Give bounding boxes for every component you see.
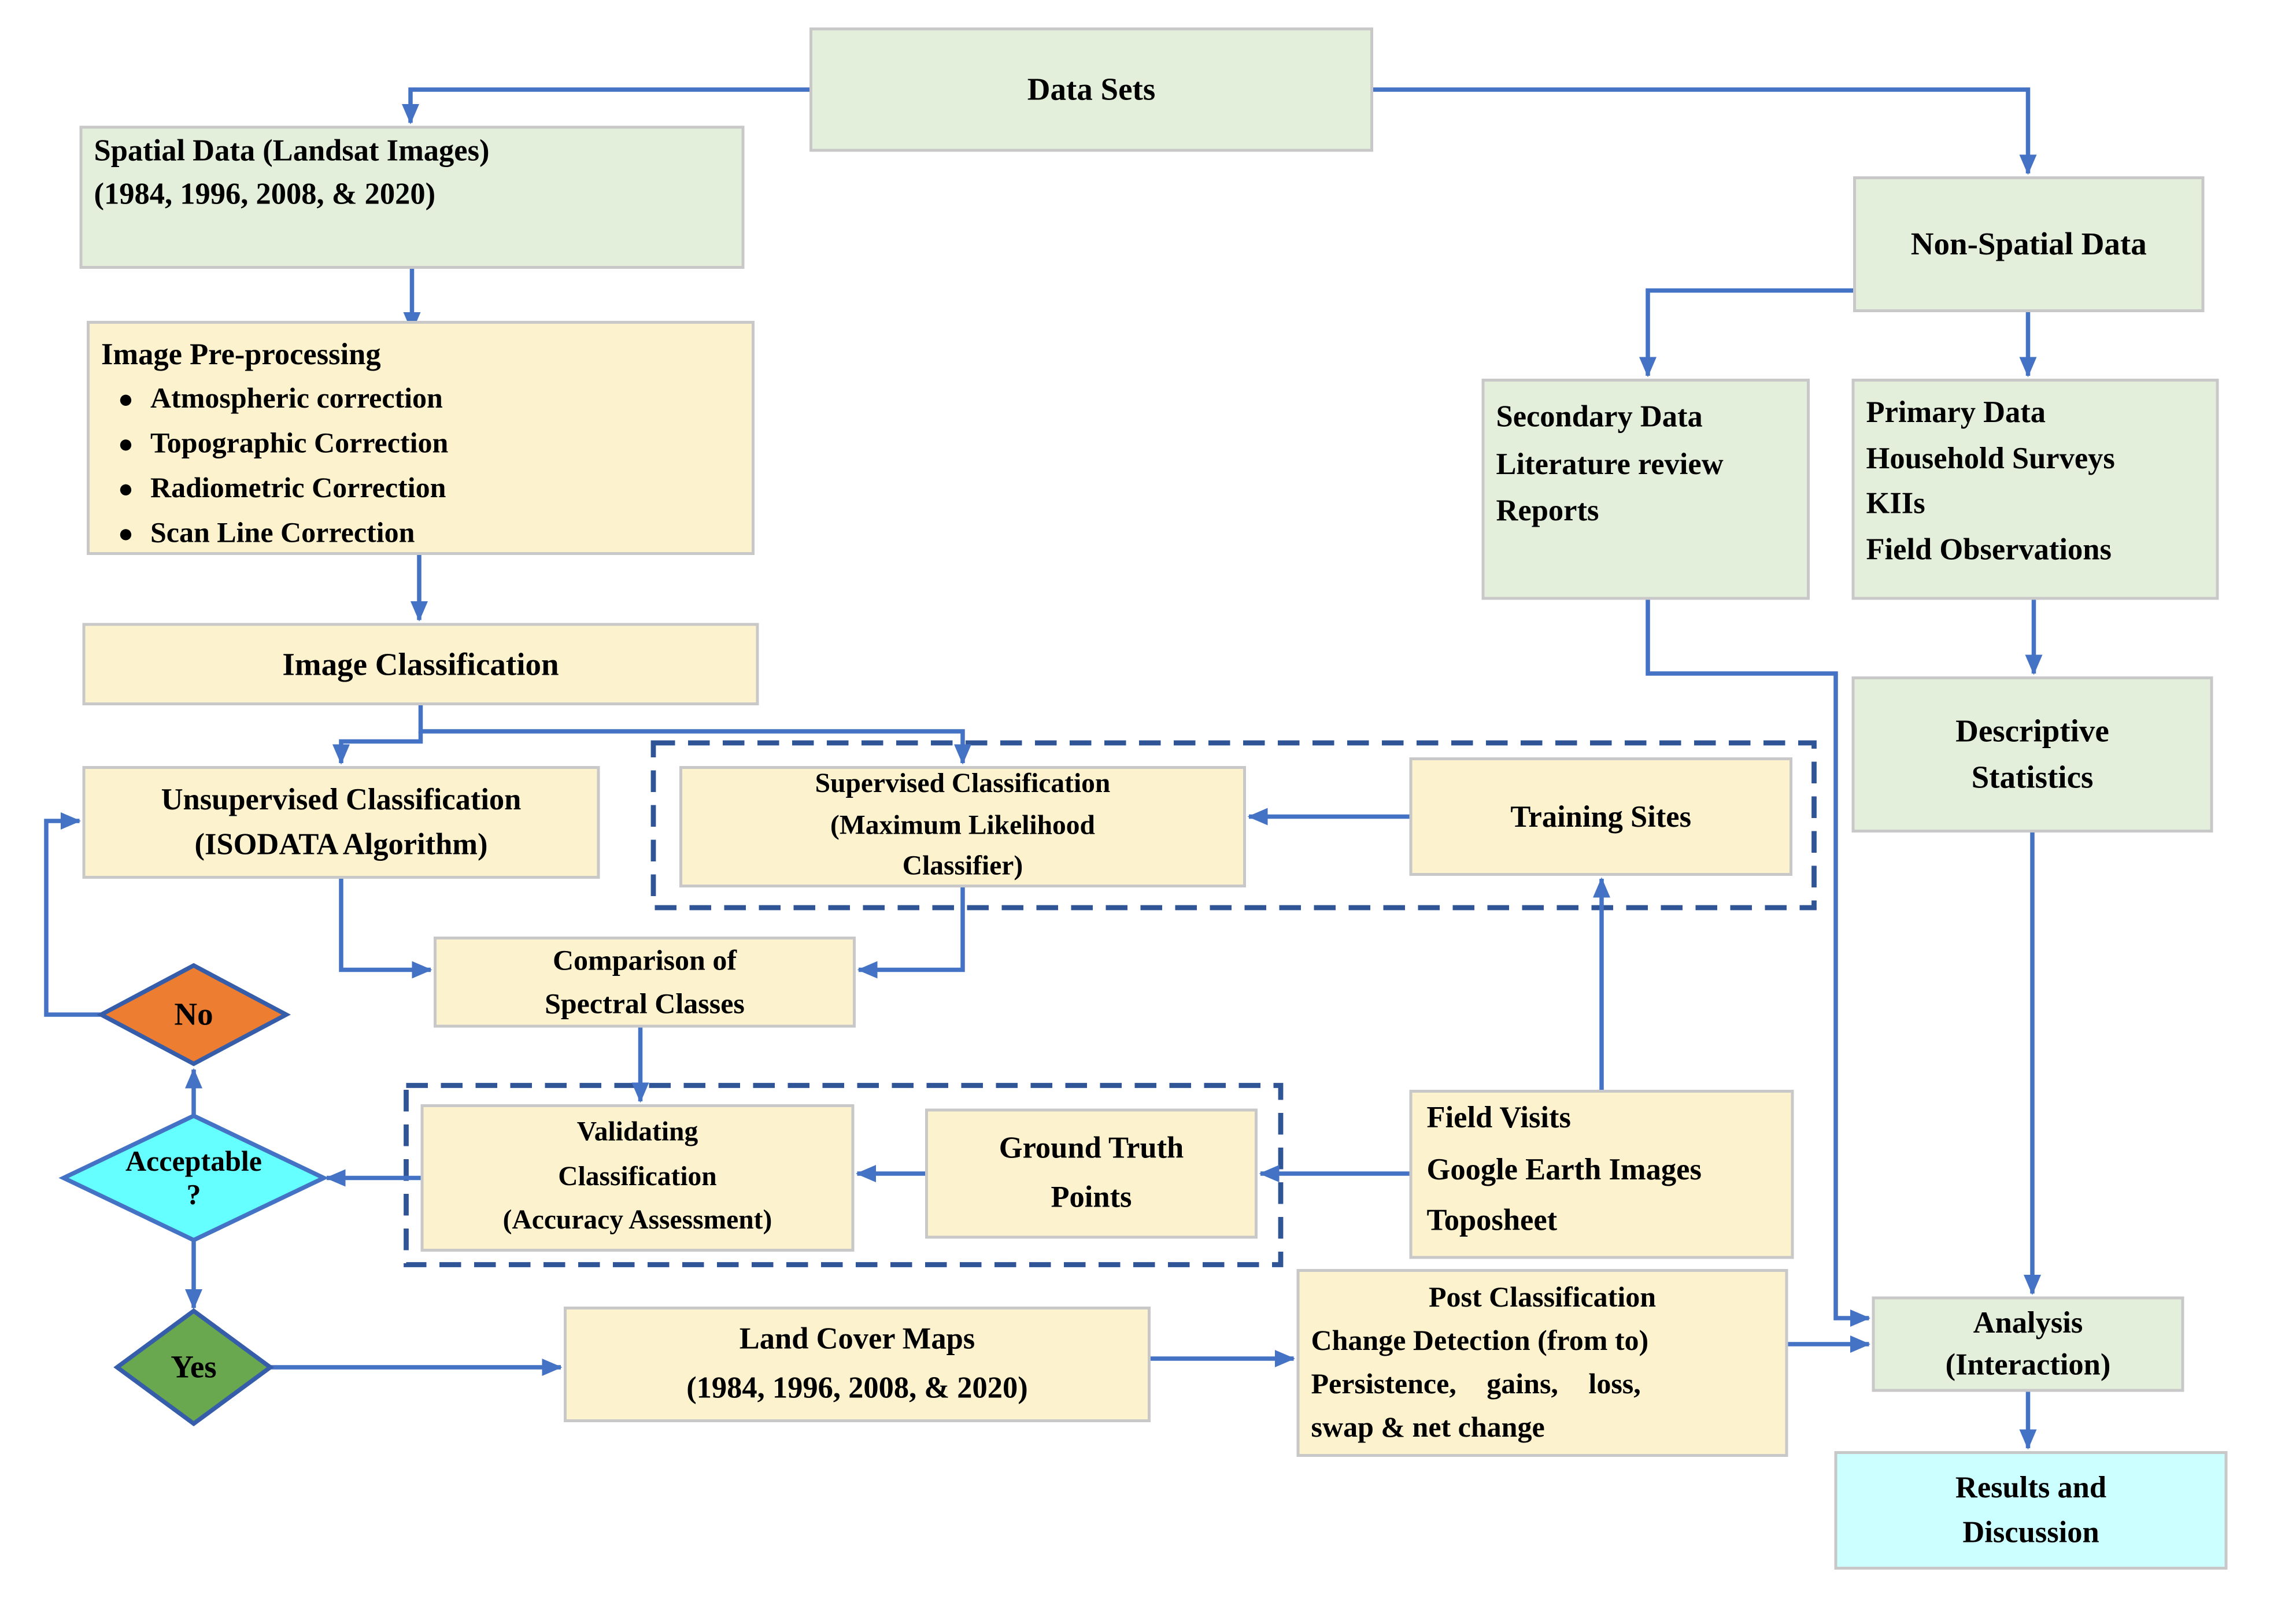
node-post-classification bbox=[1297, 1269, 1788, 1457]
land-cover-line1: Land Cover Maps bbox=[739, 1322, 975, 1357]
preprocessing-bullet-2: Topographic Correction bbox=[150, 428, 449, 461]
image-classification-label: Image Classification bbox=[282, 645, 559, 682]
bullet-icon: ● bbox=[117, 430, 134, 459]
descriptive-line2: Statistics bbox=[1971, 759, 2094, 795]
land-cover-line2: (1984, 1996, 2008, & 2020) bbox=[686, 1370, 1028, 1405]
connector-classification-to-unsupervised bbox=[341, 731, 421, 763]
node-spatial-data bbox=[80, 126, 745, 269]
yes-diamond-label bbox=[150, 1341, 237, 1393]
node-non-spatial-data bbox=[1853, 176, 2205, 312]
post-classification-line1: Post Classification bbox=[1428, 1282, 1657, 1314]
connector-datasets-to-spatial bbox=[411, 90, 809, 123]
node-field-visits bbox=[1410, 1090, 1794, 1259]
results-line1: Results and bbox=[1955, 1469, 2107, 1504]
node-unsupervised-classification bbox=[83, 766, 600, 879]
preprocessing-bullet-1: Atmospheric correction bbox=[150, 383, 443, 416]
field-visits-line2: Google Earth Images bbox=[1426, 1151, 1702, 1186]
preprocessing-bullet-row bbox=[101, 379, 443, 421]
supervised-line3: Classifier) bbox=[902, 852, 1023, 882]
no-label-text: No bbox=[174, 996, 213, 1033]
node-data-sets-label: Data Sets bbox=[1027, 71, 1156, 108]
unsupervised-line1: Unsupervised Classification bbox=[161, 781, 522, 816]
spatial-data-line1: Spatial Data (Landsat Images) bbox=[94, 133, 490, 168]
connector-nonspatial-to-secondary bbox=[1648, 291, 1853, 376]
node-analysis-interaction bbox=[1872, 1297, 2184, 1392]
post-classification-line2: Change Detection (from to) bbox=[1311, 1325, 1649, 1357]
non-spatial-label: Non-Spatial Data bbox=[1910, 225, 2147, 262]
connector-datasets-to-nonspatial bbox=[1373, 90, 2028, 173]
preprocessing-bullet-4: Scan Line Correction bbox=[150, 518, 415, 550]
secondary-data-line1: Secondary Data bbox=[1496, 399, 1703, 434]
bullet-icon: ● bbox=[117, 475, 134, 504]
secondary-data-line3: Reports bbox=[1496, 493, 1599, 528]
node-secondary-data bbox=[1482, 379, 1810, 600]
node-supervised-classification bbox=[679, 766, 1246, 887]
node-data-sets bbox=[809, 28, 1373, 152]
field-visits-line1: Field Visits bbox=[1426, 1100, 1571, 1135]
node-descriptive-statistics bbox=[1852, 676, 2213, 833]
image-preprocessing-title: Image Pre-processing bbox=[101, 336, 381, 372]
connector-classification-to-supervised bbox=[421, 705, 963, 763]
bullet-icon: ● bbox=[117, 385, 134, 415]
acceptable-label-line1: Acceptable bbox=[125, 1146, 262, 1178]
ground-truth-line1: Ground Truth bbox=[999, 1131, 1184, 1166]
primary-data-line3: KIIs bbox=[1866, 486, 1925, 520]
node-image-classification bbox=[83, 623, 759, 706]
validating-line2: Classification bbox=[558, 1161, 717, 1192]
preprocessing-bullet-row bbox=[101, 424, 448, 467]
node-results-and-discussion bbox=[1835, 1451, 2228, 1570]
preprocessing-bullet-row bbox=[101, 469, 446, 511]
comparison-line1: Comparison of bbox=[552, 944, 737, 976]
comparison-line2: Spectral Classes bbox=[545, 987, 745, 1020]
node-training-sites bbox=[1410, 757, 1793, 876]
unsupervised-line2: (ISODATA Algorithm) bbox=[194, 827, 488, 861]
no-diamond-label bbox=[143, 989, 245, 1041]
node-image-preprocessing bbox=[87, 321, 755, 555]
node-validating-classification bbox=[421, 1104, 855, 1252]
node-comparison-spectral-classes bbox=[434, 937, 856, 1028]
supervised-line1: Supervised Classification bbox=[815, 769, 1111, 800]
acceptable-diamond-label bbox=[64, 1135, 324, 1224]
results-line2: Discussion bbox=[1962, 1515, 2099, 1549]
spatial-data-line2: (1984, 1996, 2008, & 2020) bbox=[94, 177, 436, 212]
analysis-line1: Analysis bbox=[1973, 1304, 2083, 1340]
ground-truth-line2: Points bbox=[1051, 1179, 1132, 1214]
supervised-line2: (Maximum Likelihood bbox=[830, 810, 1095, 841]
preprocessing-bullet-row bbox=[101, 514, 415, 556]
node-land-cover-maps bbox=[564, 1307, 1151, 1422]
secondary-data-line2: Literature review bbox=[1496, 446, 1724, 481]
primary-data-line1: Primary Data bbox=[1866, 394, 2046, 430]
primary-data-line2: Household Surveys bbox=[1866, 440, 2115, 475]
preprocessing-bullet-3: Radiometric Correction bbox=[150, 473, 446, 505]
primary-data-line4: Field Observations bbox=[1866, 531, 2112, 566]
validating-line1: Validating bbox=[576, 1118, 698, 1149]
connector-supervised-to-comparison bbox=[859, 887, 963, 970]
validating-line3: (Accuracy Assessment) bbox=[502, 1205, 772, 1236]
bullet-icon: ● bbox=[117, 519, 134, 549]
node-primary-data bbox=[1852, 379, 2219, 600]
acceptable-label-line2: ? bbox=[186, 1179, 201, 1211]
post-classification-line3: Persistence, gains, loss, bbox=[1311, 1368, 1641, 1401]
post-classification-line4: swap & net change bbox=[1311, 1412, 1545, 1444]
field-visits-line3: Toposheet bbox=[1426, 1203, 1558, 1238]
connector-unsupervised-to-comparison bbox=[341, 879, 431, 970]
analysis-line2: (Interaction) bbox=[1945, 1347, 2111, 1382]
yes-label-text: Yes bbox=[171, 1349, 217, 1385]
descriptive-line1: Descriptive bbox=[1955, 712, 2109, 749]
node-ground-truth-points bbox=[925, 1109, 1258, 1239]
training-sites-label: Training Sites bbox=[1510, 798, 1692, 834]
